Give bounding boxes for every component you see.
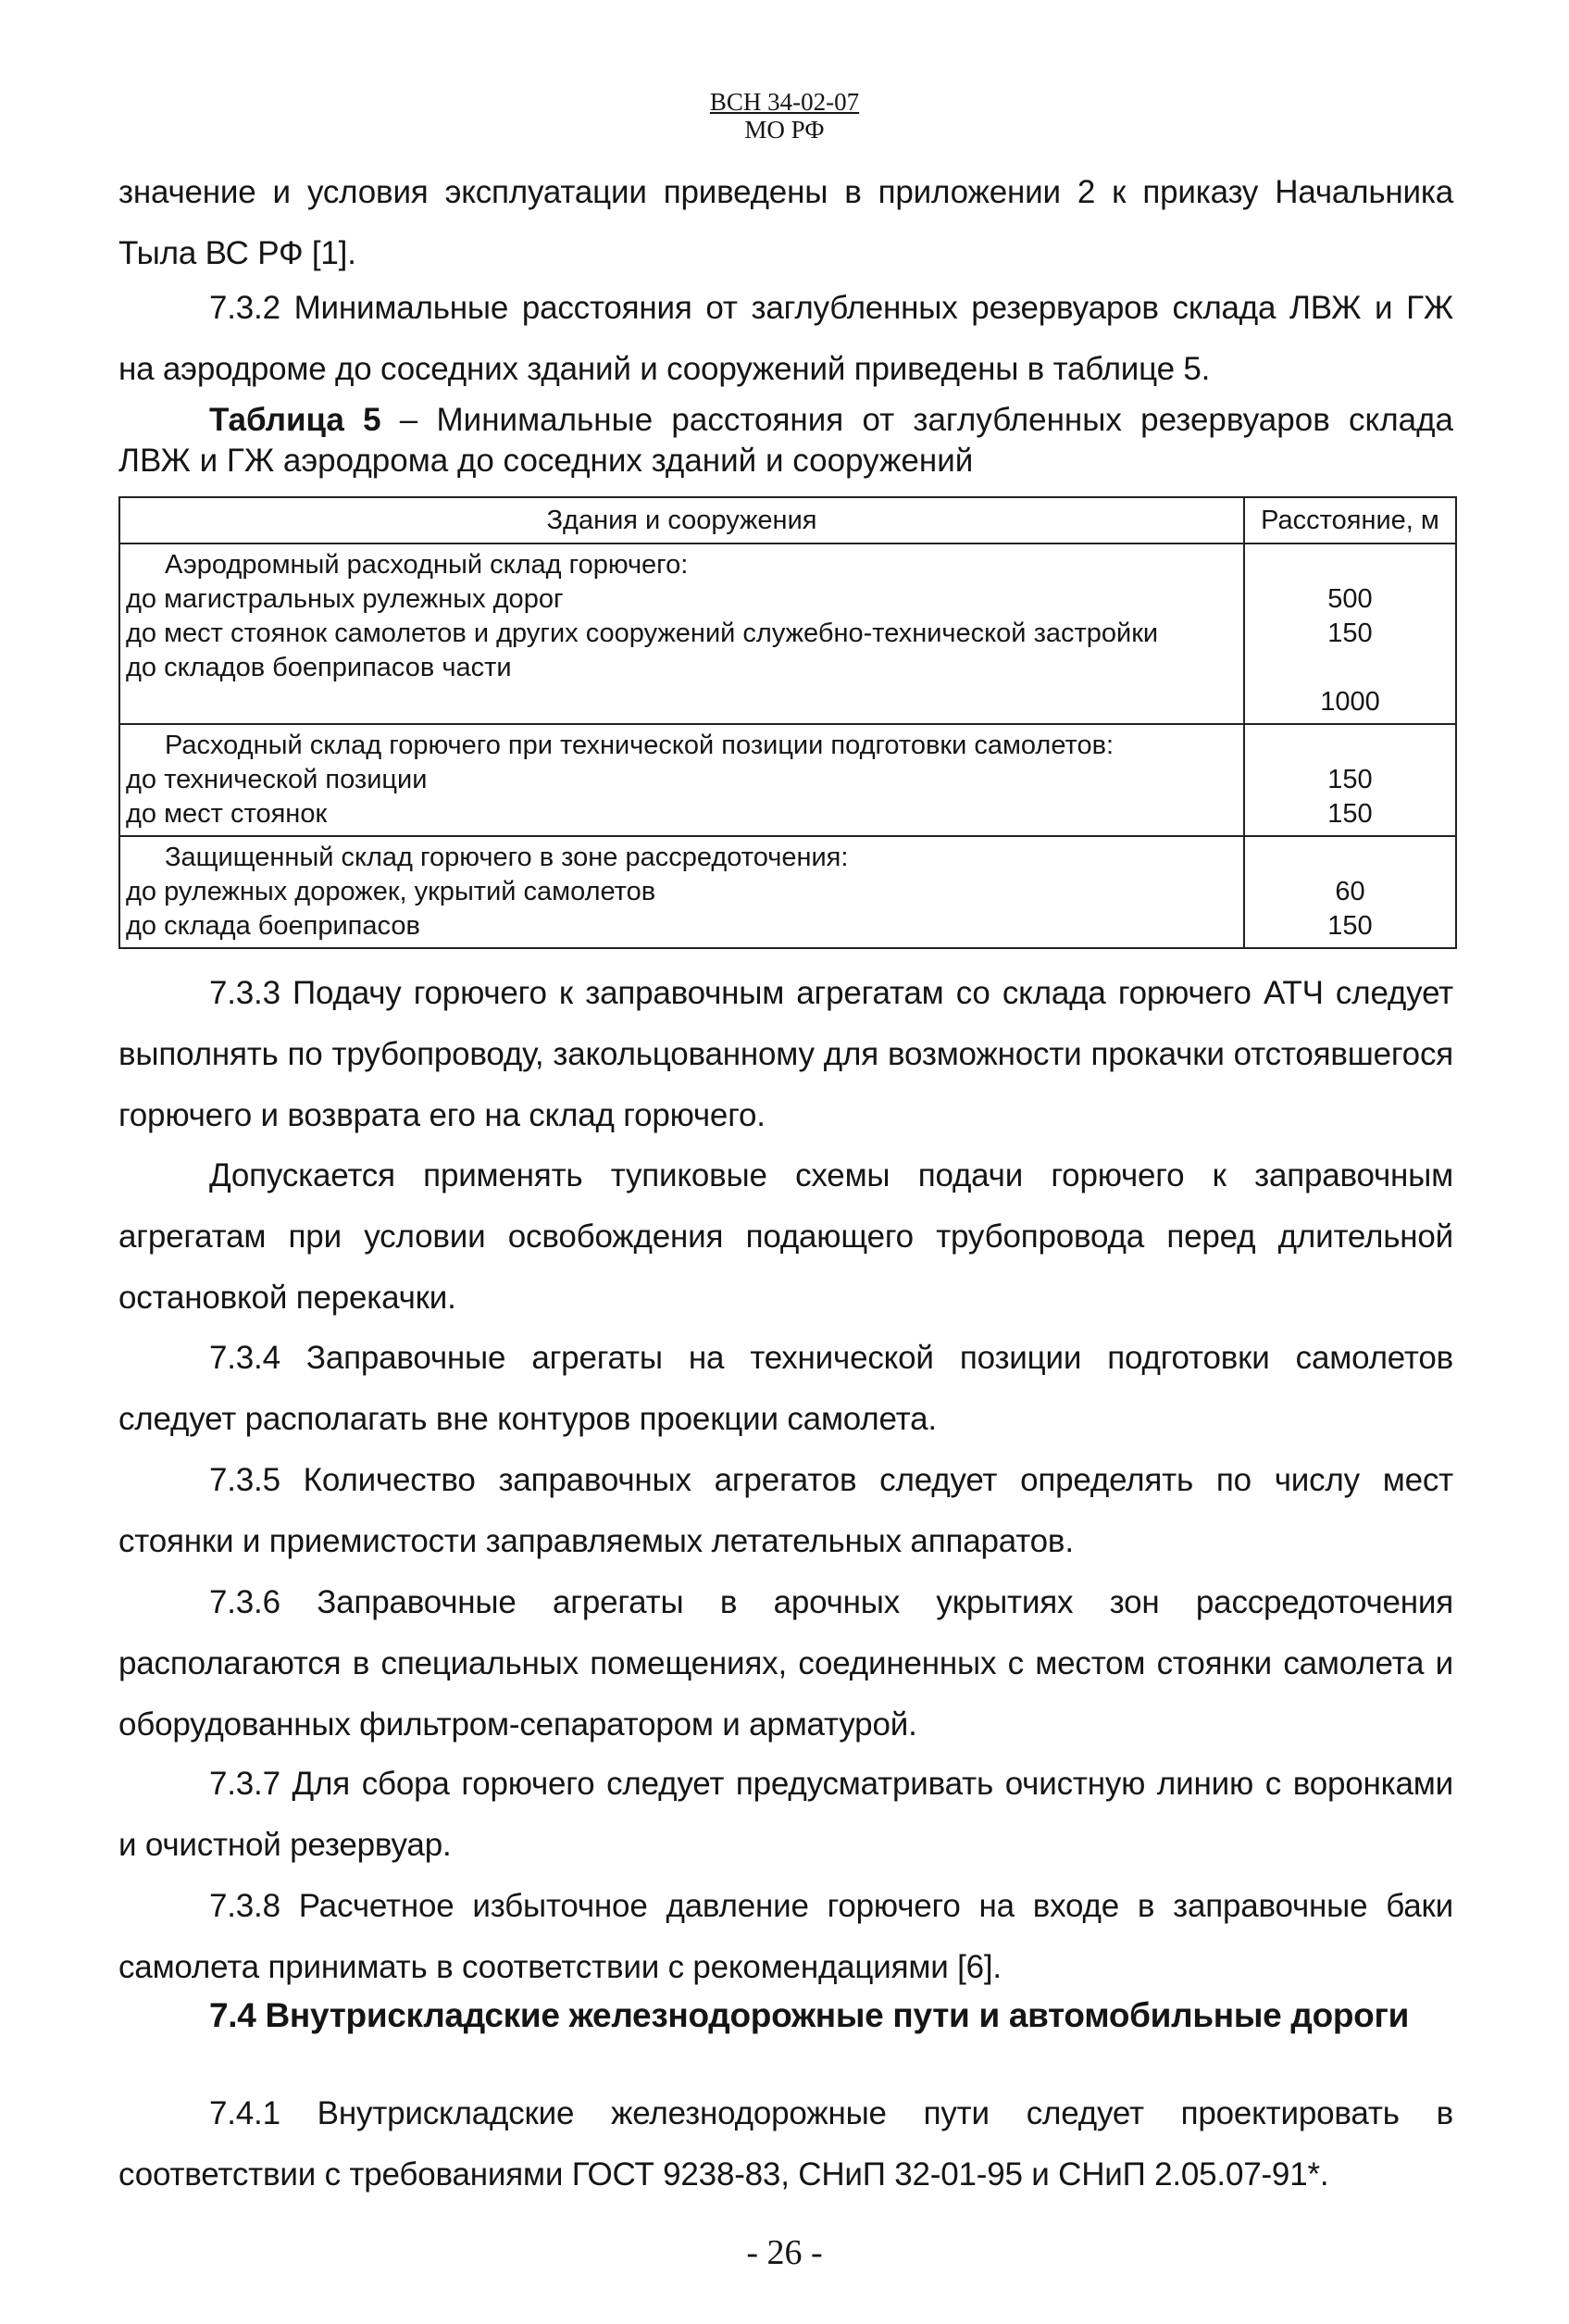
paragraph-7-3-7: 7.3.7 Для сбора горючего следует предусматривать очистную линию с воронками и очистной резервуар. (118, 1766, 1453, 1863)
paragraph-7-3-8: 7.3.8 Расчетное избыточное давление горючего на входе в заправочные баки самолета принимать в соответствии с рекомендациями [6]. (118, 1888, 1453, 1985)
distance-value: 500 (1327, 584, 1373, 614)
group-title: Расходный склад горючего при технической позиции подготовки самолетов: (165, 731, 1114, 760)
column-header-buildings: Здания и сооружения (119, 497, 1244, 544)
list-item: до мест стоянок самолетов и других сооружений служебно-технической застройки (126, 618, 1159, 648)
group-title: Защищенный склад горючего в зоне рассредоточения: (165, 843, 849, 872)
table-cell-distance (1244, 724, 1456, 836)
paragraph-7-3-3: 7.3.3 Подачу горючего к заправочным агрегатам со склада горючего АТЧ следует выполнять по трубопроводу, закольцованному для возможности прокачки отстоявшегося горючего и возврата его на склад горючего. (118, 975, 1453, 1133)
table-cell-buildings (119, 836, 1244, 948)
section-heading-7-4: 7.4 Внутрискладские железнодорожные пути и автомобильные дороги (209, 1996, 1410, 2034)
table-5-caption (118, 400, 1453, 481)
paragraph-7-3-2: 7.3.2 Минимальные расстояния от заглубленных резервуаров склада ЛВЖ и ГЖ на аэродроме до соседних зданий и сооружений приведены в таблице 5. (118, 290, 1453, 387)
table-cell-buildings (119, 544, 1244, 724)
table-row (119, 724, 1456, 836)
paragraph-7-3-6: 7.3.6 Заправочные агрегаты в арочных укрытиях зон рассредоточения располагаются в специальных помещениях, соединенных с местом стоянки самолета и оборудованных фильтром-сепаратором и арматурой. (118, 1584, 1453, 1743)
list-item: до рулежных дорожек, укрытий самолетов (126, 877, 656, 906)
table-5-caption-label: Таблица 5 (209, 402, 381, 438)
group-title: Аэродромный расходный склад горючего: (165, 550, 689, 580)
paragraph-7-3-5: 7.3.5 Количество заправочных агрегатов следует определять по числу мест стоянки и приемистости заправляемых летательных аппаратов. (118, 1462, 1453, 1559)
column-header-distance: Расстояние, м (1244, 497, 1456, 544)
table-header-row (119, 497, 1456, 544)
page-number: - 26 - (746, 2233, 823, 2272)
table-5-caption-text: – Минимальные расстояния от заглубленных резервуаров склада ЛВЖ и ГЖ аэродрома до соседних зданий и сооружений (118, 402, 1453, 479)
table-cell-distance (1244, 836, 1456, 948)
distance-value: 60 (1335, 877, 1365, 906)
list-item: до технической позиции (126, 765, 428, 794)
list-item: до склада боеприпасов (126, 911, 420, 941)
distance-value: 150 (1327, 799, 1373, 829)
list-item: до мест стоянок (126, 799, 328, 829)
paragraph-intro-continuation: значение и условия эксплуатации приведены в приложении 2 к приказу Начальника Тыла ВС РФ [1]. (118, 174, 1453, 271)
table-cell-distance (1244, 544, 1456, 724)
table-5 (118, 496, 1457, 949)
paragraph-7-4-1: 7.4.1 Внутрискладские железнодорожные пути следует проектировать в соответствии с требованиями ГОСТ 9238-83, СНиП 32-01-95 и СНиП 2.05.07-91*. (118, 2095, 1453, 2193)
document-code: ВСН 34-02-07 (709, 88, 860, 116)
document-organization: МО РФ (744, 116, 825, 144)
distance-value: 150 (1327, 618, 1373, 648)
distance-value: 150 (1327, 765, 1373, 794)
list-item: до магистральных рулежных дорог (126, 584, 564, 614)
paragraph-7-3-3-continued: Допускается применять тупиковые схемы подачи горючего к заправочным агрегатам при условии освобождения подающего трубопровода перед длительной остановкой перекачки. (118, 1157, 1453, 1316)
table-cell-buildings (119, 724, 1244, 836)
distance-value: 1000 (1320, 687, 1380, 717)
paragraph-7-3-4: 7.3.4 Заправочные агрегаты на технической позиции подготовки самолетов следует располагать вне контуров проекции самолета. (118, 1340, 1453, 1437)
distance-value: 150 (1327, 911, 1373, 941)
table-row (119, 836, 1456, 948)
table-row (119, 544, 1456, 724)
list-item: до складов боеприпасов части (126, 653, 512, 682)
